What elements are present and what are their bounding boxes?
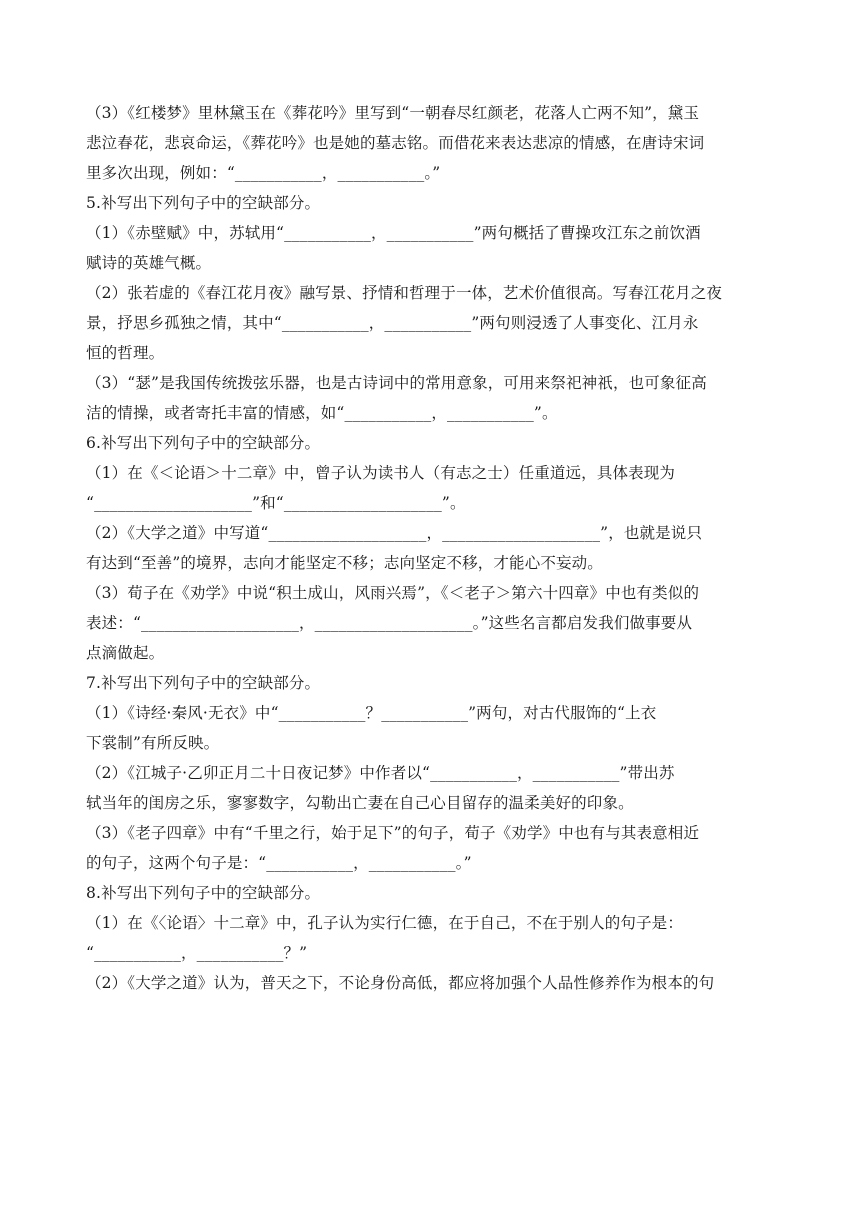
text-line: （3）荀子在《劝学》中说“积土成山，风雨兴焉”，《＜老子＞第六十四章》中也有类似的 — [86, 584, 700, 602]
text-line: 恒的哲理。 — [86, 344, 165, 362]
text-line: 景，抒思乡孤独之情，其中“___________，___________”两句则浸透了人事变化、江月永 — [86, 314, 699, 332]
text-line: 下裳制”有所反映。 — [86, 734, 220, 752]
text-line: （3）《红楼梦》里林黛玉在《葬花吟》里写到“一朝春尽红颜老，花落人亡两不知”，黛玉 — [86, 104, 700, 122]
question-heading-7: 7.补写出下列句子中的空缺部分。 — [86, 674, 321, 692]
text-line: （3）《老子四章》中有“千里之行，始于足下”的句子，荀子《劝学》中也有与其表意相近 — [86, 824, 700, 842]
text-line: 表述：“____________________，____________________。”这些名言都启发我们做事要从 — [86, 614, 693, 632]
question-heading-6: 6.补写出下列句子中的空缺部分。 — [86, 434, 321, 452]
text-line: 轼当年的闺房之乐，寥寥数字，勾勒出亡妻在自己心目留存的温柔美好的印象。 — [86, 794, 634, 812]
text-line: （2）《大学之道》中写道“____________________，____________________”，也就是说只 — [86, 524, 703, 542]
text-line: 里多次出现，例如：“___________，___________。” — [86, 164, 441, 182]
text-line: “____________________”和“____________________”。 — [86, 494, 466, 512]
text-line: （2）《江城子·乙卯正月二十日夜记梦》中作者以“___________，___________”带出苏 — [86, 764, 675, 782]
text-line: 点滴做起。 — [86, 644, 165, 662]
text-line: “___________，___________？” — [86, 944, 308, 962]
text-line: （1）在《＜论语＞十二章》中，曾子认为读书人（有志之士）任重道远，具体表现为 — [86, 464, 676, 482]
document-page — [86, 98, 780, 998]
text-line: （1）《赤壁赋》中，苏轼用“___________，___________”两句概括了曹操攻江东之前饮酒 — [86, 224, 701, 242]
text-line: 赋诗的英雄气概。 — [86, 254, 212, 272]
text-line: （1）在《〈论语〉十二章》中，孔子认为实行仁德，在于自己，不在于别人的句子是： — [86, 914, 683, 932]
text-line: （2）《大学之道》认为，普天之下，不论身份高低，都应将加强个人品性修养作为根本的句 — [86, 974, 715, 992]
text-line: （1）《诗经·秦风·无衣》中“___________？___________”两句，对古代服饰的“上衣 — [86, 704, 657, 722]
question-heading-8: 8.补写出下列句子中的空缺部分。 — [86, 884, 321, 902]
text-line: 悲泣春花，悲哀命运，《葬花吟》也是她的墓志铭。而借花来表达悲凉的情感，在唐诗宋词 — [86, 134, 705, 152]
text-line: 洁的情操，或者寄托丰富的情感，如“___________，___________”。 — [86, 404, 558, 422]
text-line: 的句子，这两个句子是：“___________，___________。” — [86, 854, 472, 872]
text-line: （2）张若虚的《春江花月夜》融写景、抒情和哲理于一体，艺术价值很高。写春江花月之夜 — [86, 284, 723, 302]
text-line: 有达到“至善”的境界，志向才能坚定不移；志向坚定不移，才能心不妄动。 — [86, 554, 603, 572]
text-line: （3）“瑟”是我国传统拨弦乐器，也是古诗词中的常用意象，可用来祭祀神祇，也可象征高 — [86, 374, 707, 392]
question-heading-5: 5.补写出下列句子中的空缺部分。 — [86, 194, 321, 212]
